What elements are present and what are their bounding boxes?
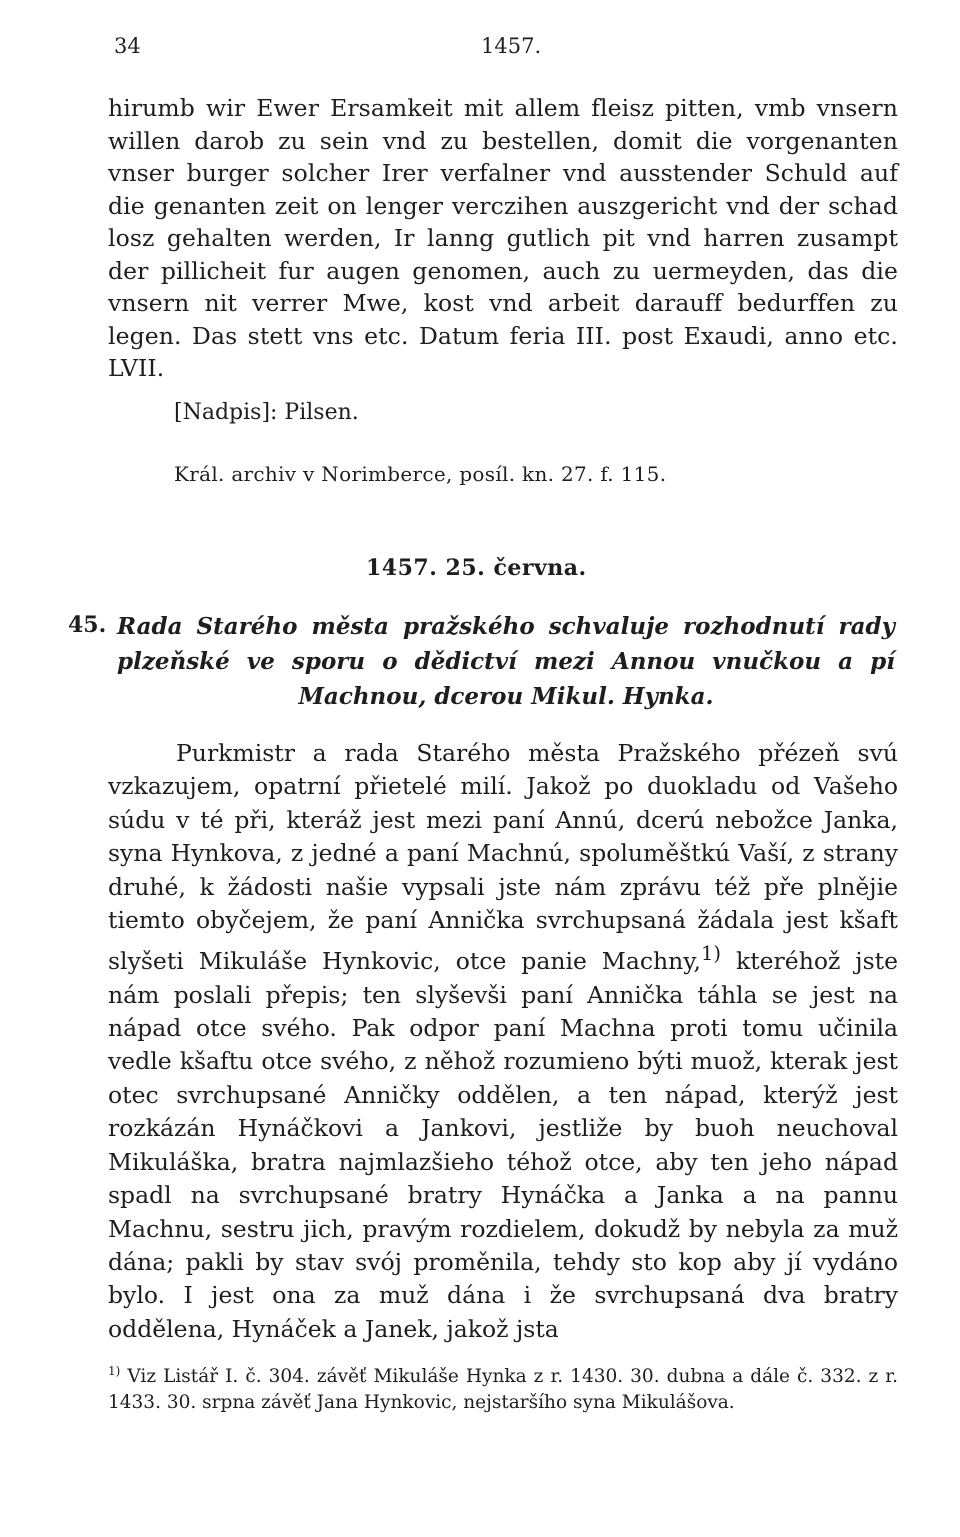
archive-source: Král. archiv v Norimberce, posíl. kn. 27. f. 115. [174, 462, 667, 486]
letter-body-part-1: Purkmistr a rada Starého města Pražského přézeň svú vzkazujem, opatrní přietelé milí. Jakož po duokladu od Vašeho súdu v té při, kteráž jest mezi paní Annú, dcerú nebožce Janka, syna Hynkova, z jedné a paní Machnú, spoluměštkú Vaší, z strany druhé, k žádosti našie vypsali jste nám zprávu též pře plnějie tiemto obyčejem, že paní Annička svrchupsaná žádala jest kšaft slyšeti Mikuláše Hynkovic, otce panie Machny, [108, 739, 898, 976]
header-year: 1457. [481, 34, 542, 58]
running-header [108, 34, 902, 64]
letter-body-paragraph [108, 737, 898, 1346]
page-number: 34 [114, 34, 141, 58]
letter-continuation-paragraph: hirumb wir Ewer Ersamkeit mit allem fleisz pitten, vmb vnsern willen darob zu sein vnd zu bestellen, domit die vorgenanten vnser burger solcher Irer verfalner vnd ausstender Schuld auf die genanten zeit on lenger verczihen auszgericht vnd der schad losz gehalten werden, Ir lanng gutlich pit vnd harren zusampt der pillicheit fur augen genomen, auch zu uermeyden, das die vnsern nit verrer Mwe, kost vnd arbeit darauff bedurffen zu legen. Das stett vns etc. Datum feria III. post Exaudi, anno etc. LVII. [108, 94, 898, 382]
footnote-reference: 1) [700, 942, 722, 966]
footnote [108, 1358, 898, 1416]
entry-summary: Rada Starého města pražského schvaluje rozhodnutí rady plzeňské ve sporu o dědictví mezi Annou vnučkou a pí Machnou, dcerou Mikul. Hynka. [117, 613, 895, 710]
address-note: [Nadpis]: Pilsen. [174, 400, 359, 425]
footnote-divider [380, 1345, 580, 1346]
footnote-marker: 1) [108, 1364, 121, 1378]
letter-body-part-2: kteréhož jste nám poslali přepis; ten slyševši paní Annička táhla se jest na nápad otce svého. Pak odpor paní Machna proti tomu učinila vedle kšaftu otce svého, z něhož rozumieno býti muož, kterak jest otec svrchupsané Anničky oddělen, a ten nápad, kterýž jest rozkázán Hynáčkovi a Jankovi, jestliže by buoh neuchoval Mikuláška, bratra najmlazšieho téhož otce, aby ten jeho nápad spadl na svrchupsané bratry Hynáčka a Janka a na pannu Machnu, sestru jich, pravým rozdielem, dokudž by nebyla za muž dána; pakli by stav svój proměnila, tehdy sto kop aby jí vydáno bylo. I jest ona za muž dána i že svrchupsaná dva bratry oddělena, Hynáček a Janek, jakož jsta [108, 947, 898, 1343]
entry-number: 45. [68, 612, 107, 638]
footnote-text: Viz Listář I. č. 304. závěť Mikuláše Hynka z r. 1430. 30. dubna a dále č. 332. z r. 1433. 30. srpna závěť Jana Hynkovic, nejstaršího syna Mikulášova. [108, 1366, 898, 1414]
entry-date: 1457. 25. června. [366, 555, 587, 581]
